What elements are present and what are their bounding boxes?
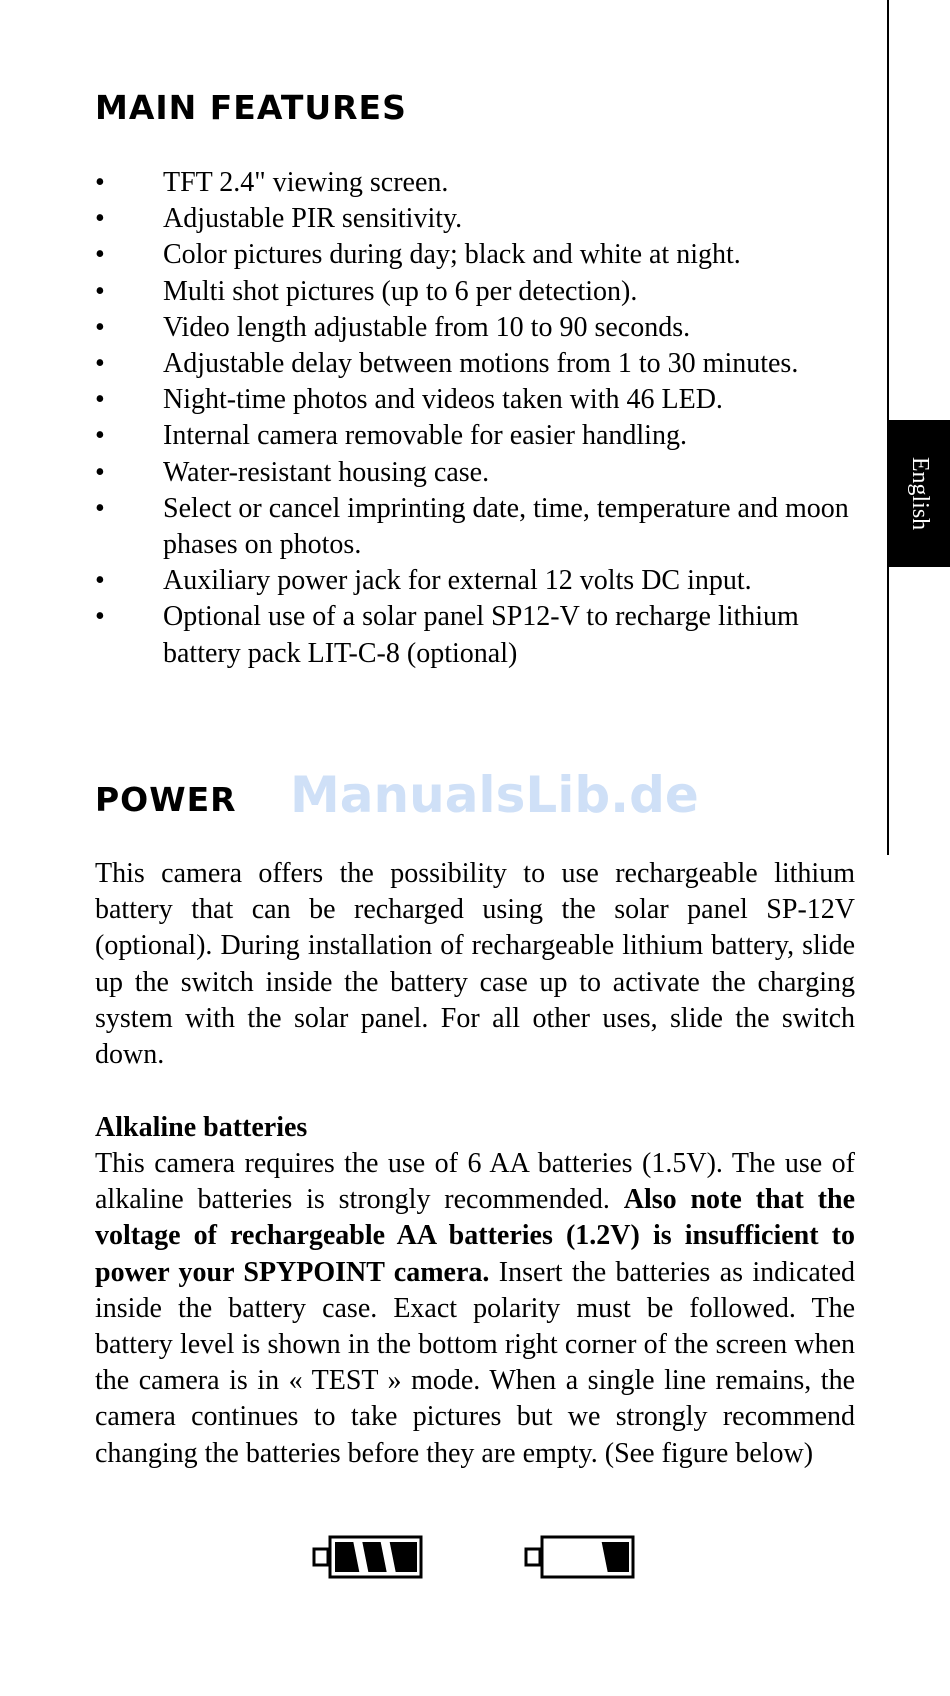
feature-item (95, 274, 855, 310)
alkaline-text-start: This camera requires the use of 6 AA batteries (1.5V). The use of alkaline batteries is strongly recommended. (95, 1148, 855, 1216)
feature-text: Adjustable PIR sensitivity. (163, 203, 463, 235)
alkaline-heading: Alkaline batteries (95, 1112, 308, 1143)
battery-low-svg (524, 1534, 636, 1580)
feature-text: Internal camera removable for easier handling. (163, 420, 687, 452)
alkaline-warning: Also note that the voltage of rechargeable AA batteries (1.2V) is insufficient to power your SPYPOINT camera. (95, 1184, 856, 1288)
feature-item (95, 491, 855, 563)
feature-item (95, 382, 855, 418)
features-list (95, 165, 855, 672)
bullet-icon: • (95, 167, 105, 198)
feature-item (95, 455, 855, 491)
bullet-icon: • (95, 384, 105, 416)
bullet-icon: • (95, 420, 105, 452)
bullet-icon: • (95, 456, 105, 488)
feature-item (95, 418, 855, 454)
feature-text: Night-time photos and videos taken with 46 LED. (163, 384, 723, 416)
feature-text: Auxiliary power jack for external 12 volts DC input. (163, 565, 752, 597)
feature-item (95, 563, 855, 599)
bullet-icon: • (95, 239, 105, 271)
battery-terminal (526, 1549, 540, 1565)
feature-text: Color pictures during day; black and white at night. (163, 239, 741, 271)
watermark: ManualsLib.de (290, 766, 699, 824)
feature-text: Optional use of a solar panel SP12-V to recharge lithium battery pack LIT-C-8 (optional) (163, 601, 799, 669)
feature-item (95, 165, 855, 201)
power-intro-paragraph: This camera offers the possibility to use rechargeable lithium battery that can be recharged using the solar panel SP-12V (optional). During installation of rechargeable lithium battery, slide up the switch inside the battery case up to activate the charging system with the solar panel. For all other uses, slide the switch down. (95, 858, 855, 1071)
feature-text: Video length adjustable from 10 to 90 seconds. (163, 311, 691, 343)
bullet-icon: • (95, 348, 105, 380)
bullet-icon: • (95, 601, 105, 633)
feature-item (95, 310, 855, 346)
feature-item (95, 237, 855, 273)
battery-full-svg (312, 1534, 424, 1580)
feature-text: Select or cancel imprinting date, time, temperature and moon phases on photos. (163, 492, 849, 561)
bullet-icon: • (95, 203, 105, 235)
bullet-icon: • (95, 311, 105, 343)
battery-low-icon (524, 1534, 636, 1585)
feature-text: Water-resistant housing case. (163, 456, 490, 488)
alkaline-paragraph (95, 1146, 855, 1472)
language-tab (889, 420, 950, 567)
power-heading: POWER (95, 780, 237, 819)
battery-terminal (314, 1549, 328, 1565)
main-features-heading: MAIN FEATURES (95, 88, 407, 127)
feature-text: Multi shot pictures (up to 6 per detection). (163, 275, 638, 307)
language-tab-label: English (907, 456, 933, 531)
bullet-icon: • (95, 492, 105, 524)
battery-full-icon (312, 1534, 424, 1585)
alkaline-text-end: Insert the batteries as indicated inside the battery case. Exact polarity must be followed. The battery level is shown in the bottom right corner of the screen when the camera is in « TEST » mode. When a single line remains, the camera continues to take pictures but we strongly recommend changing the batteries before they are empty. (See figure below) (95, 1256, 856, 1469)
bullet-icon: • (95, 275, 105, 307)
feature-text: Adjustable delay between motions from 1 to 30 minutes. (163, 348, 799, 380)
bullet-icon: • (95, 565, 105, 597)
feature-text: TFT 2.4" viewing screen. (163, 167, 449, 198)
feature-item (95, 346, 855, 382)
feature-item (95, 201, 855, 237)
feature-item (95, 599, 855, 671)
